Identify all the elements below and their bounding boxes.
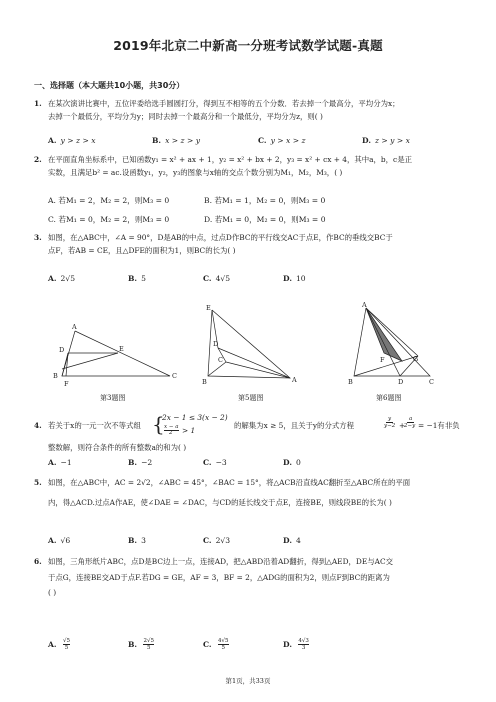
- fig6-line-ad: [366, 308, 400, 376]
- option-c: C. $\frac{4√5}{5}$: [203, 638, 229, 651]
- fig6-label-a: A: [362, 301, 367, 309]
- question-line: ( ): [48, 588, 57, 597]
- fig5-line-cb: [208, 362, 226, 376]
- option-d: D. 若M₁ = 0，M₂ = 0，则M₃ = 0: [204, 215, 326, 224]
- question-line: 若关于x的一元一次不等式组 { 2x − 1 ≤ 3(x − 2) x − a 2 > 1 的解集为x ≥ 5，且关于y的分式方程 y y−2 + a 2−y = −1有非负: [48, 412, 460, 436]
- figure-3-caption: 第3题图: [100, 394, 126, 402]
- question-line: 如图，三角形纸片ABC，点D是BC边上一点，连接AD，把△ABD沿着AD翻折，得到△AED，DE与AC交: [48, 557, 393, 566]
- question-1: [34, 98, 466, 138]
- fig3-label-e: E: [119, 345, 124, 353]
- question-6: [34, 556, 466, 612]
- question-line: 整数解，则符合条件的所有整数a的和为( ): [48, 443, 187, 452]
- option-d: D. z > y > x: [362, 136, 410, 145]
- question-number: 6.: [34, 557, 42, 566]
- option-b: B. 若M₁ = 1，M₂ = 0，则M₃ = 0: [204, 196, 326, 205]
- option-c: C. 2√3: [203, 536, 231, 545]
- page-footer: 第1页，共33页: [225, 677, 271, 685]
- figure-3: [62, 331, 170, 376]
- question-line: 如图，在△ABC中，AC = 2√2，∠ABC = 45°，∠BAC = 15°，将△ACB沿直线AC翻折至△ABC所在的平面: [48, 478, 411, 487]
- fig6-label-b: B: [348, 378, 353, 386]
- option-a: A. −1: [48, 458, 72, 467]
- question-line: 内，得△ACD.过点A作AE，使∠DAE = ∠DAC，与CD的延长线交于点E，连接BE，则线段BE的长为( ): [48, 497, 392, 507]
- question-line: 点F，若AB = CE，且△DFE的面积为1，则BC的长为( ): [48, 245, 236, 255]
- fig3-label-f: F: [64, 380, 69, 388]
- question-number: 4.: [34, 421, 42, 430]
- option-c: C. 4√5: [203, 274, 231, 283]
- fig5-label-a: A: [292, 376, 297, 384]
- fig3-label-c: C: [172, 372, 177, 380]
- section-heading: 一、选择题（本大题共10小题，共30分）: [34, 81, 185, 90]
- option-b: B. 3: [128, 536, 146, 545]
- question-number: 1.: [34, 99, 42, 108]
- brace-icon: {: [152, 412, 165, 436]
- fig3-label-a: A: [72, 323, 77, 331]
- question-text: [48, 556, 466, 600]
- fig3-label-d: D: [59, 346, 65, 354]
- question-3: [34, 232, 466, 272]
- fig6-label-f: F: [380, 356, 385, 364]
- option-a: A. √6: [48, 536, 71, 545]
- figure-6: [354, 308, 430, 376]
- question-line: 在某次演讲比赛中，五位评委给选手圆圆打分，得到互不相等的五个分数．若去掉一个最高分，平均分为x；: [48, 99, 400, 108]
- question-line: 在平面直角坐标系中，已知函数y₁ = x² + ax + 1，y₂ = x² + bx + 2，y₃ = x² + cx + 4，其中a，b，c是正: [48, 155, 412, 164]
- question-text: [48, 98, 466, 123]
- question-text: [48, 412, 466, 455]
- option-b: B. −2: [128, 458, 153, 467]
- option-a: A. 2√5: [48, 274, 76, 283]
- fig6-label-d: D: [398, 378, 404, 386]
- question-line: 去掉一个最低分，平均分为y；同时去掉一个最高分和一个最低分，平均分为z，则( ): [48, 111, 323, 121]
- fig5-label-b: B: [202, 378, 207, 386]
- option-b: B. $\frac{2√5}{5}$: [128, 638, 154, 651]
- question-line: 如图，在△ABC中，∠A = 90°，D是AB的中点，过点D作BC的平行线交AC于点E，作BC的垂线交BC于: [48, 233, 393, 242]
- question-number: 3.: [34, 233, 42, 242]
- question-line: 实数，且满足b² = ac.设函数y₁，y₂，y₃的图象与x轴的交点个数分别为M₁，M₂，M₃，( ): [48, 167, 343, 177]
- question-text: [48, 232, 466, 257]
- option-c: C. −3: [203, 458, 227, 467]
- option-b: B. x > z > y: [152, 136, 201, 145]
- question-line: 于点G，连接BE交AD于点F.若DG = GE，AF = 3，BF = 2，△ADG的面积为2，则点F到BC的距离为: [48, 572, 390, 582]
- fig6-line-be: [354, 356, 418, 376]
- fig6-triangle-abc: [354, 308, 430, 376]
- fig3-label-b: B: [53, 372, 58, 380]
- fig5-label-e: E: [206, 304, 211, 312]
- option-d: D. $\frac{4√3}{3}$: [283, 638, 309, 651]
- fig6-label-c: C: [429, 378, 434, 386]
- question-2: [34, 154, 466, 194]
- fig6-label-g: G: [413, 355, 419, 363]
- fig6-shaded-region: [366, 308, 402, 361]
- option-d: D. 10: [283, 274, 306, 283]
- question-5: [34, 477, 466, 517]
- page-title: 2019年北京二中新高一分班考试数学试题-真题: [113, 38, 383, 53]
- fig3-line-fe: [62, 353, 118, 369]
- option-a: A. y > z > x: [48, 136, 96, 145]
- question-number: 2.: [34, 155, 42, 164]
- option-b: B. 5: [128, 274, 146, 283]
- option-c: C. y > x > z: [258, 136, 306, 145]
- fig5-label-c: C: [218, 356, 223, 364]
- figure-6-caption: 第6题图: [376, 394, 402, 402]
- figure-5-caption: 第5题图: [238, 394, 264, 402]
- question-4: [34, 412, 466, 458]
- question-text: [48, 154, 466, 179]
- option-a: A. $\frac{√5}{5}$: [48, 638, 70, 651]
- option-c: C. 若M₁ = 0，M₂ = 2，则M₃ = 0: [48, 215, 170, 224]
- option-d: D. 4: [283, 536, 301, 545]
- fig5-label-d: D: [213, 340, 219, 348]
- question-text: [48, 477, 466, 509]
- question-number: 5.: [34, 478, 42, 487]
- option-a: A. 若M₁ = 2，M₂ = 2，则M₃ = 0: [48, 196, 170, 205]
- option-d: D. 0: [283, 458, 301, 467]
- figure-5: [208, 310, 290, 378]
